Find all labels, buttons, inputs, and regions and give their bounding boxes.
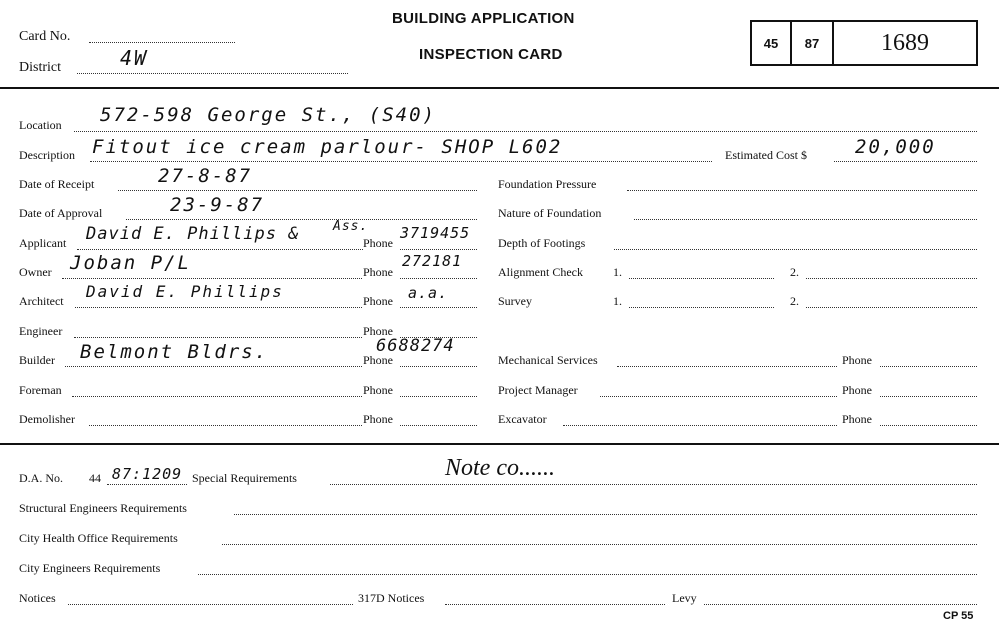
demolisher-phone-label: Phone xyxy=(363,412,393,426)
project-manager-field[interactable] xyxy=(600,396,837,397)
box-cell-3: 1689 xyxy=(881,29,929,56)
estimated-cost-field[interactable] xyxy=(834,161,977,162)
card-number-box xyxy=(750,20,978,66)
demolisher-label: Demolisher xyxy=(19,412,75,426)
form-code: CP 55 xyxy=(943,610,974,622)
builder-phone-field[interactable] xyxy=(400,366,477,367)
levy-field[interactable] xyxy=(704,604,977,605)
title-line1: BUILDING APPLICATION xyxy=(392,10,575,27)
foreman-phone-label: Phone xyxy=(363,383,393,397)
applicant-field[interactable] xyxy=(77,249,363,250)
city-engineers-label: City Engineers Requirements xyxy=(19,561,161,575)
mechanical-services-field[interactable] xyxy=(617,366,837,367)
architect-label: Architect xyxy=(19,294,64,308)
special-requirements-value: Note co...... xyxy=(445,455,555,481)
district-value: 4W xyxy=(120,46,149,70)
project-manager-phone-field[interactable] xyxy=(880,396,977,397)
location-value: 572-598 George St., (S40) xyxy=(100,104,436,126)
depth-of-footings-label: Depth of Footings xyxy=(498,236,586,250)
alignment-check-field-2[interactable] xyxy=(806,278,977,279)
demolisher-phone-field[interactable] xyxy=(400,425,477,426)
architect-value: David E. Phillips xyxy=(86,282,284,301)
description-field[interactable] xyxy=(90,161,712,162)
owner-phone-field[interactable] xyxy=(400,278,477,279)
location-field[interactable] xyxy=(74,131,977,132)
survey-field-2[interactable] xyxy=(806,307,977,308)
levy-label: Levy xyxy=(672,591,697,605)
notices-label: Notices xyxy=(19,591,56,605)
notices-317d-label: 317D Notices xyxy=(358,591,425,605)
city-health-label: City Health Office Requirements xyxy=(19,531,178,545)
builder-phone-label: Phone xyxy=(363,353,393,367)
notices-field[interactable] xyxy=(68,604,353,605)
date-of-approval-value: 23-9-87 xyxy=(170,194,265,216)
builder-phone-value: 6688274 xyxy=(376,336,455,356)
depth-of-footings-field[interactable] xyxy=(614,249,977,250)
builder-label: Builder xyxy=(19,353,55,367)
architect-phone-value: a.a. xyxy=(408,284,449,302)
survey-field-1[interactable] xyxy=(629,307,774,308)
applicant-phone-value: 3719455 xyxy=(400,224,471,242)
da-no-value: 87:1209 xyxy=(112,465,183,483)
da-prefix: 44 xyxy=(89,471,101,485)
header-divider xyxy=(0,87,999,89)
demolisher-field[interactable] xyxy=(89,425,362,426)
alignment-check-label: Alignment Check xyxy=(498,265,583,279)
excavator-field[interactable] xyxy=(563,425,837,426)
mechanical-services-phone-field[interactable] xyxy=(880,366,977,367)
applicant-label: Applicant xyxy=(19,236,67,250)
structural-engineers-field[interactable] xyxy=(234,514,977,515)
location-label: Location xyxy=(19,118,62,132)
nature-of-foundation-field[interactable] xyxy=(634,219,977,220)
survey-num-1: 1. xyxy=(613,294,622,308)
city-health-field[interactable] xyxy=(222,544,977,545)
date-of-receipt-value: 27-8-87 xyxy=(158,165,253,187)
foundation-pressure-field[interactable] xyxy=(627,190,977,191)
excavator-phone-field[interactable] xyxy=(880,425,977,426)
applicant-phone-label: Phone xyxy=(363,236,393,250)
date-of-receipt-field[interactable] xyxy=(118,190,477,191)
section-divider xyxy=(0,443,999,445)
survey-label: Survey xyxy=(498,294,532,308)
special-requirements-label: Special Requirements xyxy=(192,471,297,485)
architect-phone-field[interactable] xyxy=(400,307,477,308)
structural-engineers-label: Structural Engineers Requirements xyxy=(19,501,187,515)
architect-field[interactable] xyxy=(75,307,362,308)
district-field[interactable] xyxy=(77,73,348,74)
notices-317d-field[interactable] xyxy=(445,604,665,605)
engineer-field[interactable] xyxy=(74,337,362,338)
foreman-phone-field[interactable] xyxy=(400,396,477,397)
mechanical-services-label: Mechanical Services xyxy=(498,353,598,367)
engineer-phone-label: Phone xyxy=(363,324,393,338)
card-no-field[interactable] xyxy=(89,42,235,43)
date-of-receipt-label: Date of Receipt xyxy=(19,177,95,191)
excavator-phone-label: Phone xyxy=(842,412,872,426)
estimated-cost-value: 20,000 xyxy=(855,136,936,158)
excavator-label: Excavator xyxy=(498,412,547,426)
district-label: District xyxy=(19,60,61,75)
special-requirements-field[interactable] xyxy=(330,484,977,485)
foundation-pressure-label: Foundation Pressure xyxy=(498,177,597,191)
nature-of-foundation-label: Nature of Foundation xyxy=(498,206,602,220)
box-cell-2: 87 xyxy=(804,35,820,51)
project-manager-phone-label: Phone xyxy=(842,383,872,397)
foreman-label: Foreman xyxy=(19,383,62,397)
mechanical-services-phone-label: Phone xyxy=(842,353,872,367)
da-no-label: D.A. No. xyxy=(19,471,63,485)
engineer-label: Engineer xyxy=(19,324,63,338)
project-manager-label: Project Manager xyxy=(498,383,578,397)
city-engineers-field[interactable] xyxy=(198,574,977,575)
owner-field[interactable] xyxy=(62,278,362,279)
owner-value: Joban P/L xyxy=(70,252,191,274)
estimated-cost-label: Estimated Cost $ xyxy=(725,148,807,162)
date-of-approval-field[interactable] xyxy=(126,219,477,220)
alignment-check-num-2: 2. xyxy=(790,265,799,279)
owner-phone-label: Phone xyxy=(363,265,393,279)
description-label: Description xyxy=(19,148,75,162)
alignment-check-num-1: 1. xyxy=(613,265,622,279)
survey-num-2: 2. xyxy=(790,294,799,308)
foreman-field[interactable] xyxy=(72,396,362,397)
date-of-approval-label: Date of Approval xyxy=(19,206,103,220)
builder-value: Belmont Bldrs. xyxy=(80,341,269,363)
applicant-value: David E. Phillips & xyxy=(86,224,300,244)
description-value: Fitout ice cream parlour- SHOP L602 xyxy=(92,136,563,158)
owner-label: Owner xyxy=(19,265,52,279)
da-no-field[interactable] xyxy=(107,484,187,485)
box-cell-1: 45 xyxy=(763,35,779,51)
applicant-phone-field[interactable] xyxy=(400,249,477,250)
card-no-label: Card No. xyxy=(19,29,71,44)
applicant-extra: Ass. xyxy=(333,219,369,234)
title-line2: INSPECTION CARD xyxy=(419,46,563,63)
architect-phone-label: Phone xyxy=(363,294,393,308)
builder-field[interactable] xyxy=(65,366,362,367)
alignment-check-field-1[interactable] xyxy=(629,278,774,279)
owner-phone-value: 272181 xyxy=(402,252,463,270)
